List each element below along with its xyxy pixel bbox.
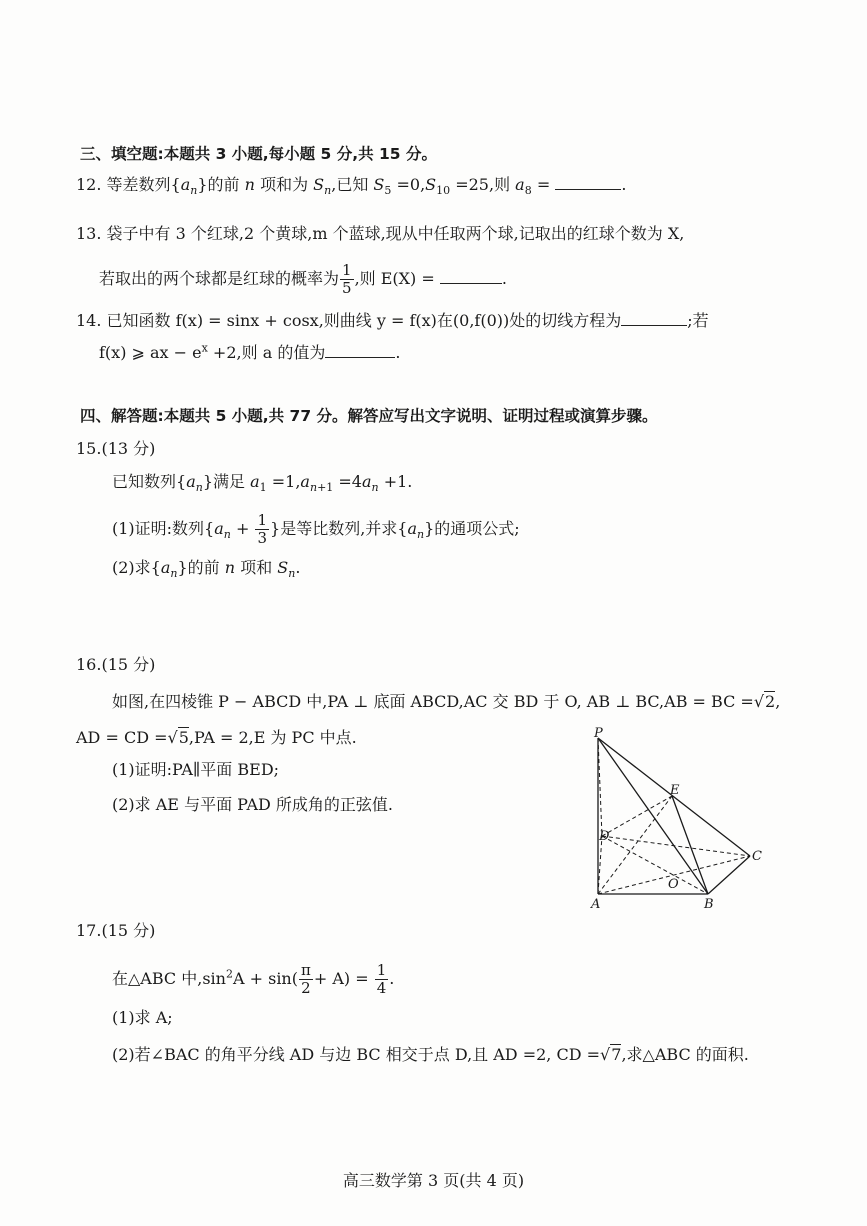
question-14-line-2: [99, 343, 400, 363]
section-4-heading: 四、解答题:本题共 5 小题,共 77 分。解答应写出文字说明、证明过程或演算步骤。: [80, 407, 658, 425]
question-12-text-c: 项和为: [260, 175, 309, 194]
question-17-part-2: (2)若∠BAC 的角平分线 AD 与边 BC 相交于点 D,且 AD =2, CD =√7,求△ABC 的面积.: [112, 1045, 749, 1064]
question-16-text-2b: ,PA = 2,E 为 PC 中点.: [188, 728, 357, 747]
question-14-text-2b: +2,则 a 的值为: [207, 343, 326, 362]
question-12-text-b: }的前: [197, 175, 240, 194]
question-14-number: 14.: [76, 311, 102, 330]
question-13-text-1: 袋子中有 3 个红球,2 个黄球,m 个蓝球,现从中任取两个球,记取出的红球个数为 X,: [106, 224, 685, 243]
fraction-numerator: π: [300, 961, 311, 979]
superscript: x: [201, 341, 208, 355]
question-13-text-2a: 若取出的两个球都是红球的概率为: [99, 269, 340, 288]
question-15-part-1-b: }是等比数列,并求{: [270, 519, 408, 538]
section-3-heading: 三、填空题:本题共 3 小题,每小题 5 分,共 15 分。: [80, 145, 437, 163]
question-13-line-1: [76, 224, 684, 244]
sqrt-radicand: 2: [765, 692, 776, 711]
fraction: [340, 262, 354, 297]
question-16-text-2a: AD = CD =: [76, 728, 168, 747]
question-15-part-1: (1)证明:数列{$a_n$ + $\frac{1}{3}$ }是等比数列,并求$\{a_n\}$的通项公式;: [112, 511, 520, 547]
question-16-part-1: (1)证明:PA∥平面 BED;: [112, 760, 280, 779]
question-15-intro: 已知数列$\{a_n\}$满足 $a_1 =1,a_{n+1} =4a_n +1$.: [112, 472, 413, 495]
fraction-numerator: 1: [342, 261, 352, 279]
question-13-line-2: [99, 262, 507, 297]
question-15-part-2-a: (2)求{: [112, 558, 161, 577]
segment-ae: [598, 796, 672, 894]
question-15-part-2-c: 项和: [240, 558, 273, 577]
question-13-number: 13.: [76, 224, 102, 243]
question-17-intro-c: + A) =: [313, 969, 369, 988]
fraction-denominator: 3: [257, 529, 268, 547]
question-14-text-1a: 已知函数 f(x) = sinx + cosx,则曲线 y = f(x)在(0,f(0))处的切线方程为: [106, 311, 622, 330]
sqrt-radicand: 7: [611, 1045, 622, 1064]
fraction-denominator: 4: [376, 979, 387, 997]
label-d: D: [599, 829, 610, 844]
question-17-intro: [112, 962, 394, 997]
fraction-denominator: 2: [301, 979, 311, 997]
question-16-text-1a: 如图,在四棱锥 P − ABCD 中,PA ⊥ 底面 ABCD,AC 交 BD 于 O, AB ⊥ BC,AB = BC =: [112, 692, 754, 711]
question-16-part-2: (2)求 AE 与平面 PAD 所成角的正弦值.: [112, 795, 394, 814]
answer-blank: [325, 343, 395, 358]
label-o: O: [668, 877, 679, 892]
page-footer: 高三数学第 3 页(共 4 页): [342, 1171, 525, 1190]
label-b: B: [704, 897, 714, 910]
answer-blank: [440, 269, 502, 284]
question-15-intro-c: =1,: [271, 472, 301, 491]
question-16-line-2: AD = CD =√5,PA = 2,E 为 PC 中点.: [76, 728, 357, 747]
question-14-text-1b: ;若: [687, 311, 709, 330]
sqrt-radicand: 5: [178, 728, 189, 747]
question-15-part-2-d: .: [295, 558, 301, 577]
question-12-end: .: [621, 175, 627, 194]
question-12-text-f: =25,则: [455, 175, 511, 194]
question-16-line-1: 如图,在四棱锥 P − ABCD 中,PA ⊥ 底面 ABCD,AC 交 BD 于 O, AB ⊥ BC,AB = BC =√2,: [112, 692, 781, 711]
question-15-intro-e: +1.: [383, 472, 413, 491]
question-15-part-2: (2)求$\{a_n\}$的前 n 项和 $S_n$.: [112, 558, 301, 581]
fraction: [255, 512, 269, 547]
question-12-text-a: 等差数列{: [106, 175, 181, 194]
question-15-header: 15.(13 分): [76, 439, 156, 458]
question-12-number: 12.: [76, 175, 102, 194]
edge-pb: [598, 738, 708, 894]
answer-blank: [621, 311, 687, 326]
question-17-intro-end: .: [389, 969, 395, 988]
question-16-text-1b: ,: [775, 692, 781, 711]
fraction: [375, 962, 389, 997]
label-p: P: [594, 726, 603, 741]
diagonal-bd: [602, 836, 708, 894]
question-15-part-2-b: }的前: [177, 558, 220, 577]
pyramid-figure: [586, 726, 766, 910]
superscript: 2: [225, 967, 233, 981]
label-a: A: [591, 897, 601, 910]
question-17-part-1: (1)求 A;: [112, 1008, 173, 1027]
question-17-intro-b: A + sin(: [232, 969, 298, 988]
question-13-end: .: [501, 269, 507, 288]
question-14-line-1: [76, 311, 709, 331]
fraction-numerator: 1: [376, 961, 387, 979]
question-17-intro-a: 在△ABC 中,sin: [112, 969, 226, 988]
question-16-header: 16.(15 分): [76, 655, 156, 674]
fraction: [299, 962, 313, 997]
question-12-text-e: =0,: [396, 175, 426, 194]
question-13-text-2b: ,则 E(X) =: [354, 269, 435, 288]
question-12-text-d: ,已知: [331, 175, 369, 194]
question-14-end: .: [395, 343, 401, 362]
fraction-denominator: 5: [342, 279, 352, 297]
question-12-text-g: =: [536, 175, 551, 194]
label-e: E: [670, 783, 680, 798]
fraction-numerator: 1: [257, 511, 268, 529]
question-15-part-1-a: (1)证明:数列{: [112, 519, 215, 538]
question-15-intro-b: }满足: [202, 472, 246, 491]
question-15-intro-a: 已知数列{: [112, 472, 187, 491]
question-17-header: 17.(15 分): [76, 921, 156, 940]
question-15-part-1-c: }的通项公式;: [424, 519, 520, 538]
question-17-part-2-b: ,求△ABC 的面积.: [621, 1045, 749, 1064]
question-17-part-2-a: (2)若∠BAC 的角平分线 AD 与边 BC 相交于点 D,且 AD =2, CD =: [112, 1045, 601, 1064]
question-14-text-2a: f(x) ⩾ ax − e: [99, 343, 202, 362]
question-12: 12. 等差数列$\{a_n\}$的前 n 项和为 $S_n$,已知 $S_5 =0,S_{10} =25$,则 $a_8$ = .: [76, 175, 627, 198]
answer-blank: [555, 175, 621, 190]
label-c: C: [752, 849, 762, 864]
segment-de: [602, 796, 672, 836]
question-15-intro-d: =4: [338, 472, 362, 491]
